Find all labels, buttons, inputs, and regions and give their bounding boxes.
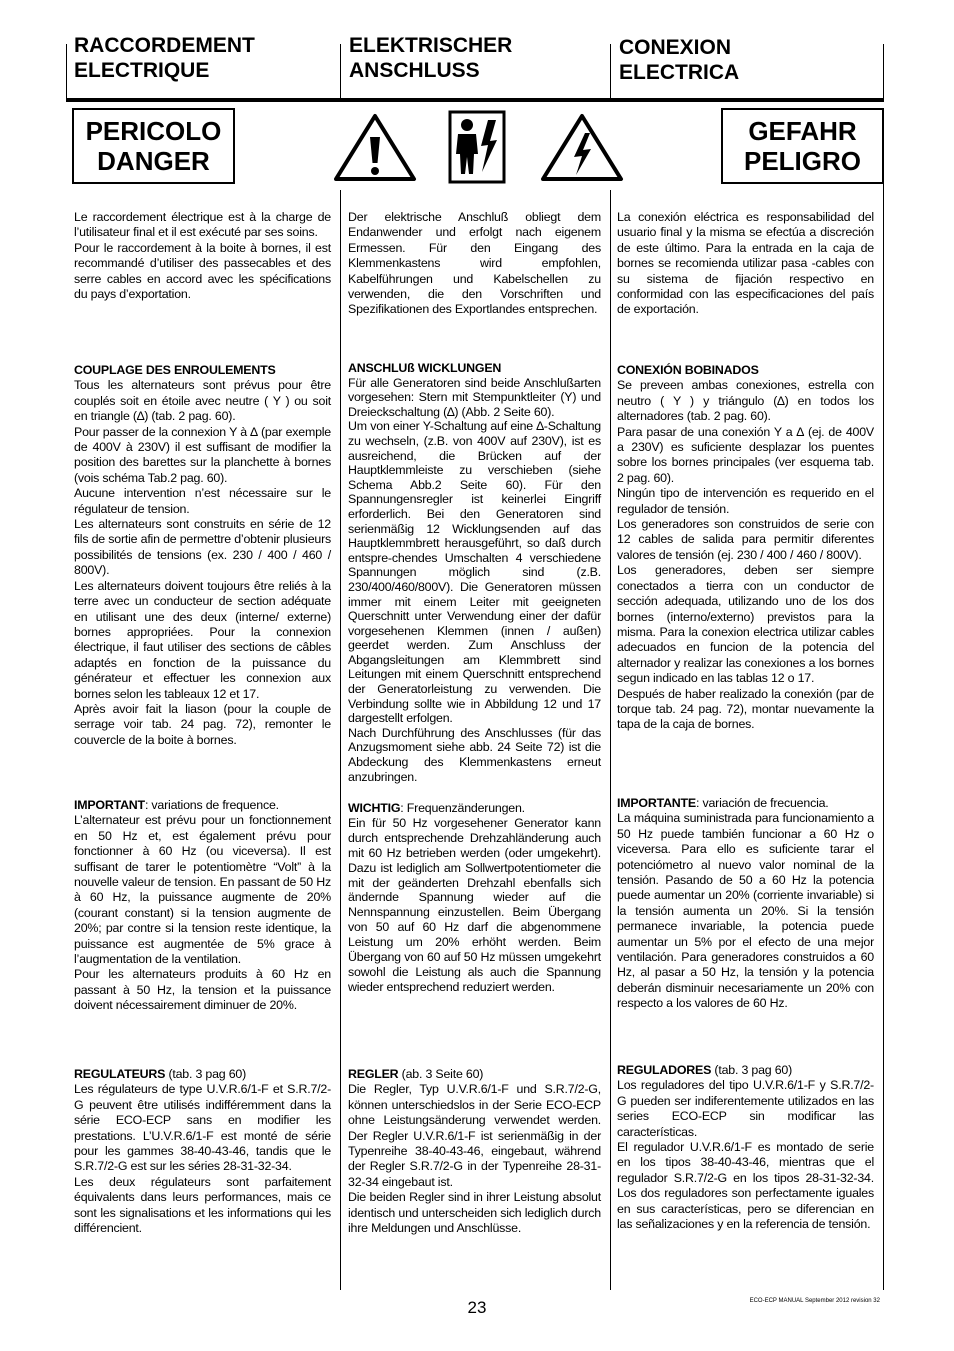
section-subtitle: (tab. 3 pag 60) <box>711 1063 793 1077</box>
paragraph: Pour passer de la connexion Y à ∆ (par exemple de 400V à 230V) il est suffisant de modifier la position des barettes sur la planchette à bornes (vois schéma Tab.2 pag. 60). <box>74 424 331 485</box>
section-title: CONEXIÓN BOBINADOS <box>617 363 759 377</box>
paragraph: Für alle Generatoren sind beide Anschlußarten vorgesehen: Stern mit Stempunktleiter (Y) und Dreieckschaltung (∆) (Abb. 2 Seite 60). <box>348 375 601 419</box>
paragraph: Der elektrische Anschluß obliegt dem Endanwender und erfolgt nach eigenem Ermessen. Für den Eingang des Klemmenkastens wird empfohlen, Kabelführungen und Kabelschellen zu verwenden, die den Vorschriften und Spezifikationen des Exportlandes entsprechen. <box>348 210 601 317</box>
couplage-es <box>617 363 874 733</box>
paragraph: Um von einer Y-Schaltung auf eine ∆-Schaltung zu wechseln, (z.B. von 400V auf 230V), ist es ausreichend, die Brücken auf der Hauptklemmleiste zu verschieben (siehe Schema Abb.2 Seite 60). Für den Spannungensregler ist keinerlei Eingriff erforderlich. Bei den Generatoren sind serienmäßig 12 Wicklungsenden auf das Hauptklemmbrett herausgeführt, so daß durch entspre-chendes Umschalten 4 verschiedene Spannungen möglich sind (z.B. 230/400/460/800V). Die Generatoren müssen immer mit einem Leiter mit geeigneten Querschnitt unter Verwendung einer der dafür vorgesehenen Klemmen (innen / außen) geerdet werden. Zum Anschluss der Abgangsleitungen am Klemmbrett sind Leitungen mit einem Querschnitt entsprechend der Generatorleistung zu verwenden. Die Verbindung sollte wie in Abbildung 12 und 17 dargestellt erfolgen. <box>348 419 601 726</box>
divider <box>883 184 884 1290</box>
paragraph: Le raccordement électrique est à la charge de l’utilisateur final et il est exécuté par ses soins. <box>74 210 331 240</box>
section-subtitle: (tab. 3 pag 60) <box>165 1067 247 1081</box>
paragraph: El regulador U.V.R.6/1-F es montado de serie en los tipos 38-40-43-46, mientras que el regulador S.R.7/2-G en los tipos 28-31-32-34. Los dos reguladores son perfectamente iguales en sus características, pero se diferencian en las señalizaciones y en la referencia de tensión. <box>617 1140 874 1232</box>
warning-left-line2: DANGER <box>97 146 210 176</box>
section-subtitle: : variación de frecuencia. <box>696 796 829 810</box>
footer-text: ECO-ECP MANUAL September 2012 revision 32 <box>749 1298 880 1304</box>
header-fr-line1: RACCORDEMENT <box>74 34 255 57</box>
header-de-line1: ELEKTRISCHER <box>349 34 513 57</box>
section-title: IMPORTANT <box>74 798 145 812</box>
warning-box-left <box>72 108 235 184</box>
warning-triangle-icon <box>333 113 417 181</box>
paragraph: Los reguladores del tipo U.V.R.6/1-F y S.R.7/2-G pueden ser indiferentemente utilizados en las series ECO-ECP sin modificar las características. <box>617 1078 874 1139</box>
divider <box>340 44 341 100</box>
paragraph: Aucune intervention n’est nécessaire sur le régulateur de tension. <box>74 486 331 516</box>
header-es <box>619 35 739 85</box>
divider <box>610 190 611 1290</box>
section-title: ANSCHLUß WICKLUNGEN <box>348 361 502 375</box>
paragraph: La conexión eléctrica es responsabilidad del usuario final y la misma se efectúa a discreción de este último. Para la entrada en la caja de bornes se recomienda utilizar pasa -cables con su sistema de fijación respectivo en conformidad con las especificaciones del país de exportación. <box>617 210 874 317</box>
divider <box>66 44 67 100</box>
divider <box>610 44 611 100</box>
header-de <box>349 33 512 83</box>
divider <box>883 44 884 100</box>
important-fr <box>74 798 331 1014</box>
paragraph: Pour les alternateurs produits à 60 Hz en passant à 50 Hz, la tension et la puissance doivent nécessairement diminuer de 20%. <box>74 967 331 1013</box>
header-fr <box>74 33 255 83</box>
electric-shock-person-icon <box>448 110 506 184</box>
paragraph: Ein für 50 Hz vorgesehener Generator kann durch entsprechende Drehzahländerung auch mit 60 Hz betrieben werden (oder umgekehrt). Dazu ist lediglich am Sollwertpotentiometer die mit der geänderten Drehzahl ebenfalls sich ändernde Spannung wieder auf die Nennspannung einzustellen. Beim Übergang von 50 auf 60 Hz darf die abgenommene Leistung um 20% erhöht werden. Beim Übergang von 60 auf 50 Hz müssen umgekehrt sowohl die Leistung als auch die Spannung wieder entsprechend reduziert werden. <box>348 815 601 994</box>
paragraph: Los generadores son construidos de serie con 12 cables de salida para permitir diferentes valores de tensión (ej. 230 / 400 / 460 / 800V). <box>617 517 874 562</box>
regler-de <box>348 1067 601 1236</box>
paragraph: Se preveen ambas conexiones, estrella con neutro ( Y ) y triángulo (∆) en todos los alternadores (tab. 2 pag. 60). <box>617 378 874 424</box>
section-subtitle: : Frequenzänderungen. <box>400 801 525 815</box>
column-es <box>617 210 874 318</box>
paragraph: Los generadores, deben ser siempre conectados a tierra con un conductor de sección adequada, utilizando uno de los dos bornes (interno/externo) previstos para la misma. Para la conexion electrica utilizar cables adecuados en funcion de la potencia del alternador y realizar las conexiones a los bornes segun indicado en las tablas 12 o 17. <box>617 563 874 686</box>
section-title: WICHTIG <box>348 801 401 815</box>
paragraph: La máquina suministrada para funcionamiento a 50 Hz puede también funcionar a 60 Hz o viceversa. Para ello es suficiente tarar el potenciómetro al nuevo valor nominal de la tensión. Pasando de 50 a 60 Hz la potencia puede aumentar un 20% (corriente invariable) si la tensión aumenta un 20%. Si la tensión permanece invariable, la potencia puede aumentar un 5% por el efecto de una mejor ventilación. Para generadores construidos a 60 Hz, al pasar a 50 Hz, la tensión y la potencia deberán disminuir necesariamente un 20% con respecto a los valores de 60 Hz. <box>617 811 874 1011</box>
header-es-line2: ELECTRICA <box>619 61 740 84</box>
section-title: REGULATEURS <box>74 1067 166 1081</box>
paragraph: Ningún tipo de intervención es requerido en el regulador de tensión. <box>617 486 874 516</box>
paragraph: Después de haber realizado la conexión (par de torque tab. 24 pag. 72), montar nuevamente la tapa de la caja de bornes. <box>617 686 874 732</box>
paragraph: Pour le raccordement à la boite à bornes, il est recommandé d’utiliser des passecables et des serre cables en accord avec les spécifications du pays d’exportation. <box>74 240 331 302</box>
important-es <box>617 796 874 1012</box>
divider <box>340 190 341 1290</box>
warning-left-line1: PERICOLO <box>85 116 222 146</box>
high-voltage-triangle-icon <box>540 113 624 181</box>
page-number: 23 <box>467 1298 487 1317</box>
couplage-fr <box>74 363 331 748</box>
section-title: REGLER <box>348 1067 399 1081</box>
paragraph: Nach Durchführung des Anschlusses (für das Anzugsmoment siehe abb. 24 Seite 72) ist die Abdeckung des Klemmenkastens erneut anzubringen. <box>348 725 601 784</box>
paragraph: Die Regler, Typ U.V.R.6/1-F und S.R.7/2-G, können unterschiedslos in der Serie ECO-ECP ohne Leistungsänderung verwendet werden. Der Regler U.V.R.6/1-F ist serienmäßig in der Typenreihe 38-40-43-46, eingebaut, während der Regler S.R.7/2-G in der Typenreihe 28-31-32-34 eingebaut ist. <box>348 1082 601 1189</box>
paragraph: Les alternateurs doivent toujours être reliés à la terre avec un conducteur de section adéquate en utilisant une des deux (interne/ externe) bornes appropriées. Pour la connexion électrique, il faut utiliser des sections de câbles adaptés en fonction de la puissance du générateur et effectuer les connexion aux bornes selon les tableaux 12 et 17. <box>74 578 331 701</box>
important-de <box>348 801 601 995</box>
column-de <box>348 210 601 318</box>
paragraph: Les alternateurs sont construits en série de 12 fils de sortie afin de permettre d’obtenir plusieurs possibilités de tensions (ex. 230 / 400 / 460 / 800V). <box>74 517 331 578</box>
warning-box-right <box>721 108 884 184</box>
paragraph: Para pasar de una conexión Y a ∆ (ej. de 400V a 230V) es suficiente desplazar los puentes sobre los bornes principales (ver esquema tab. 2 pag. 60). <box>617 424 874 485</box>
column-fr <box>74 210 331 302</box>
section-subtitle: : variations de frequence. <box>144 798 279 812</box>
section-title: COUPLAGE DES ENROULEMENTS <box>74 363 276 377</box>
section-title: REGULADORES <box>617 1063 712 1077</box>
section-title: IMPORTANTE <box>617 796 696 810</box>
paragraph: Die beiden Regler sind in ihrer Leistung absolut identisch und unterscheiden sich lediglich durch ihre Meldungen und Anschlüsse. <box>348 1190 601 1236</box>
paragraph: L’alternateur est prévu pour un fonctionnement en 50 Hz et, est également prévu pour fonctionner à 60 Hz (ou viceversa). Il est suffisant de tarer le potentiomètre “Volt” à la nouvelle valeur de tension. En passant de 50 Hz à 60 Hz, la puissance augmente de 20% (courant constant) si la tension augmente de 20%; par contre si la tension reste identique, la puissance est augmentée de 5% grace à l’augmentation de la ventilation. <box>74 813 331 967</box>
paragraph: Tous les alternateurs sont prévus pour être couplés soit en étoile avec neutre ( Y ) ou soit en triangle (∆) (tab. 2 pag. 60). <box>74 378 331 424</box>
couplage-de <box>348 361 601 784</box>
intro-fr <box>74 210 331 302</box>
paragraph: Les régulateurs de type U.V.R.6/1-F et S.R.7/2-G peuvent être utilisés indifféremment dans la série ECO-ECP sans en modifier les prestations. L’U.V.R.6/1-F est monté de série pour les gammes 38-40-43-46, tandis que le S.R.7/2-G est sur les séries 28-31-32-34. <box>74 1082 331 1174</box>
paragraph: Après avoir fait la liason (pour la couple de serrage voir tab. 24 pag. 72), remonter le couvercle de la boite à bornes. <box>74 701 331 747</box>
warning-right-line2: PELIGRO <box>743 146 861 176</box>
warning-right-line1: GEFAHR <box>748 116 857 146</box>
header-de-line2: ANSCHLUSS <box>349 59 480 82</box>
header-es-line1: CONEXION <box>619 36 732 59</box>
reguladores-es <box>617 1063 874 1232</box>
section-subtitle: (ab. 3 Seite 60) <box>398 1067 484 1081</box>
header-fr-line2: ELECTRIQUE <box>74 59 210 82</box>
header-rule <box>66 98 884 102</box>
regulateurs-fr <box>74 1067 331 1236</box>
paragraph: Les deux régulateurs sont parfaitement équivalents dans leurs performances, mais ce sont les signalisations et les informations qui les différencient. <box>74 1174 331 1236</box>
